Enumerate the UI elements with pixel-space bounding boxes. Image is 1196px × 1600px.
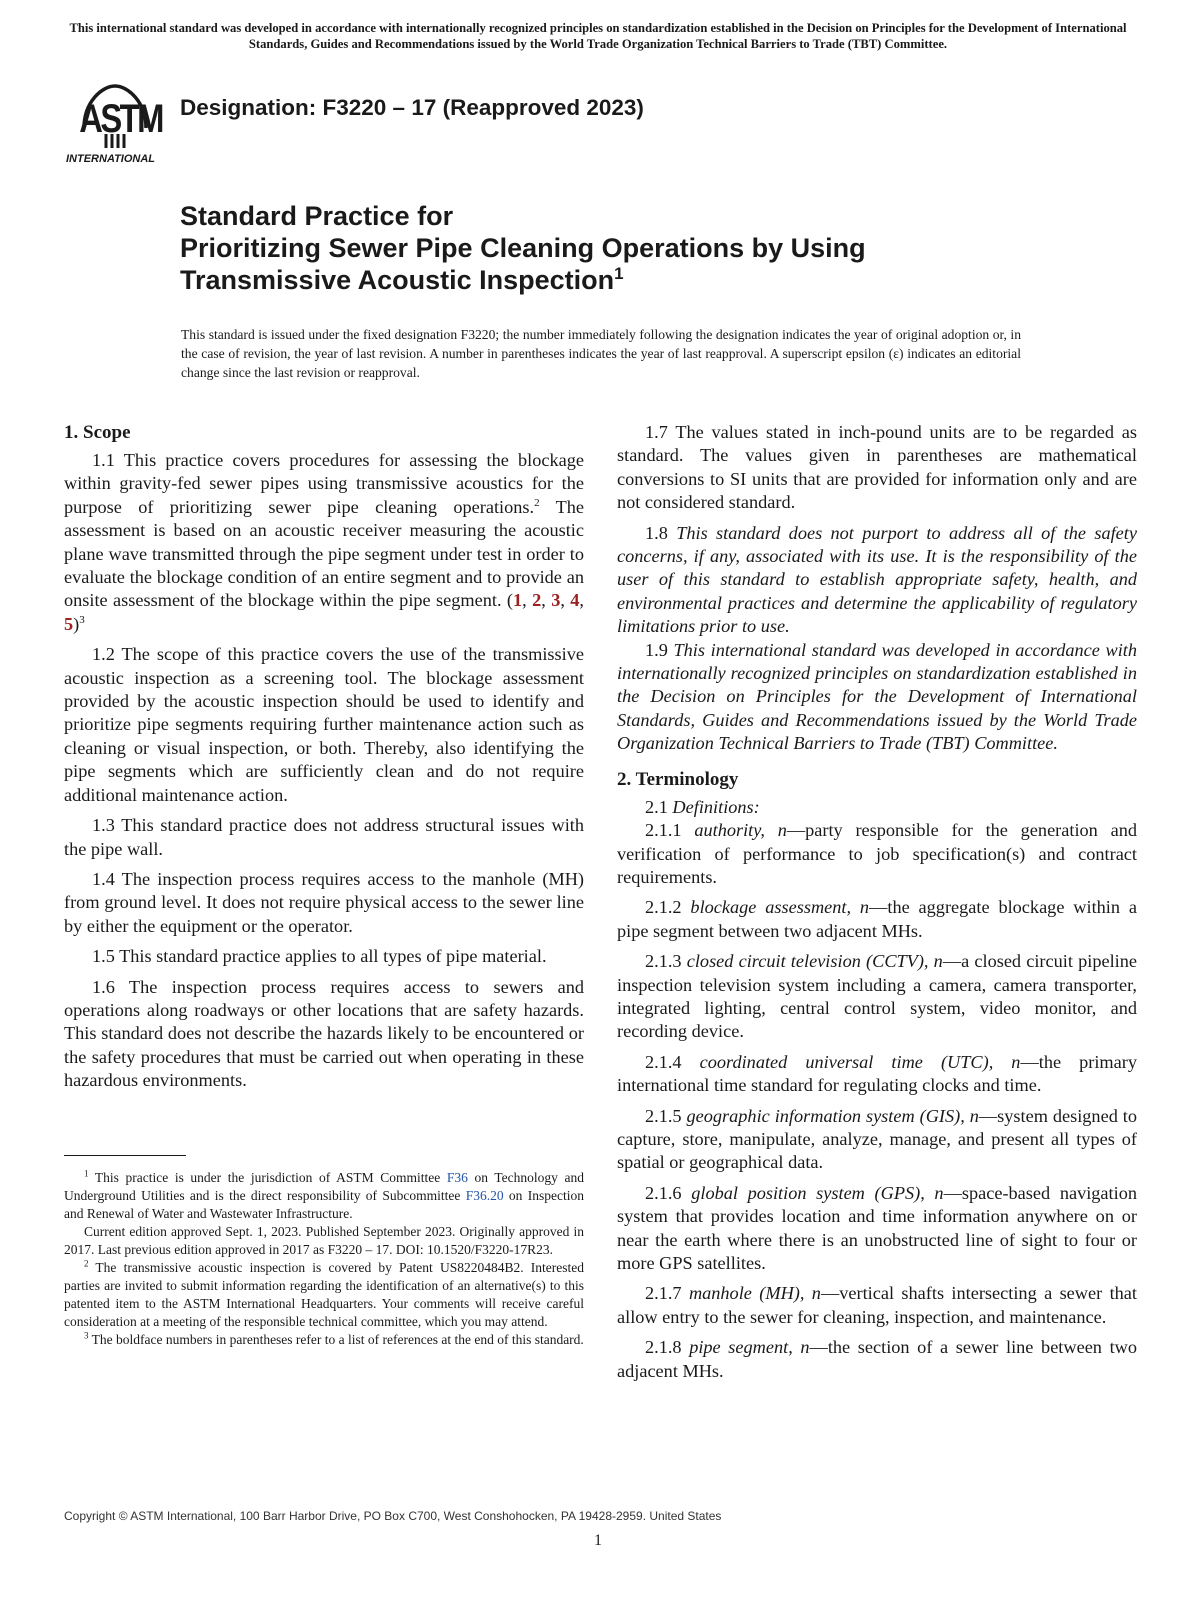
designation: Designation: F3220 – 17 (Reapproved 2023)	[180, 95, 644, 120]
definition-term: manhole (MH), n	[688, 1283, 821, 1304]
astm-logo	[62, 80, 168, 166]
footnote-1-mark: 1	[84, 1168, 89, 1179]
footnote-1-text-b: on Technology and Underground Utilities and is the direct responsibility of Subcommittee	[64, 1170, 584, 1203]
definition-text: —the section of a sewer line between two adjacent MHs.	[617, 1337, 1137, 1381]
section-1-9-text: This international standard was developed in accordance with internationally recognized principles on standardization established in the Decision on Principles for the Development of International Standards, Guides and Recommendations issued by the World Trade Organization Technical Barriers to Trade (TBT) Committee.	[617, 639, 1138, 754]
reference-link-5[interactable]: 5	[64, 613, 74, 634]
footnote-2	[64, 1259, 584, 1331]
definition-text: —the aggregate blockage within a pipe segment between two adjacent MHs.	[617, 897, 1137, 941]
definition-text: —vertical shafts intersecting a sewer that allow entry to the sewer for cleaning, inspection, and maintenance.	[617, 1283, 1137, 1327]
definition-term: coordinated universal time (UTC), n	[699, 1051, 1021, 1072]
subcommittee-link[interactable]: F36.20	[465, 1188, 504, 1203]
copyright-footer: Copyright © ASTM International, 100 Barr Harbor Drive, PO Box C700, West Conshohocken, PA 19428-2959. United States	[64, 1509, 722, 1523]
section-1-9	[617, 639, 1137, 756]
definition-number: 2.1.6	[645, 1182, 692, 1203]
definition-number: 2.1.1	[645, 820, 695, 841]
definition-item	[617, 896, 1137, 943]
definition-number: 2.1.3	[645, 951, 687, 972]
definition-text: —space-based navigation system that provides location and time information anywhere on or near the earth where there is an unobstructed line of sight to four or more GPS satellites.	[617, 1182, 1137, 1273]
section-1-1-text-b: The assessment is based on an acoustic receiver measuring the acoustic plane wave transmitted through the pipe segment under test in order to evaluate the blockage condition of an entire segment and to provide an onsite assessment of the blockage within the pipe segment. (	[64, 496, 584, 611]
section-1-3: 1.3 This standard practice does not address structural issues with the pipe wall.	[64, 815, 584, 859]
footnotes	[64, 1169, 584, 1349]
section-1-8-text: This standard does not purport to address all of the safety concerns, if any, associated with its use. It is the responsibility of the user of this standard to establish appropriate safety, health, and environmental practices and determine the applicability of regulatory limitations prior to use.	[617, 522, 1137, 637]
footnote-divider	[64, 1155, 186, 1156]
logo-subtitle: INTERNATIONAL	[66, 153, 156, 165]
definition-text: —a closed circuit pipeline inspection television system including a camera, camera transporter, integrated lighting, central control system, video monitor, and recording device.	[617, 951, 1137, 1042]
scope-heading: 1. Scope	[64, 422, 131, 443]
definition-item	[617, 950, 1137, 1044]
section-1-9-number: 1.9	[645, 639, 674, 660]
definition-term: global position system (GPS), n	[691, 1182, 944, 1203]
footnote-2-mark: 2	[84, 1258, 89, 1269]
definition-term: authority, n	[694, 820, 787, 841]
document-title	[180, 200, 1060, 296]
footnote-1	[64, 1169, 584, 1223]
definition-term: pipe segment, n	[689, 1337, 810, 1358]
definition-number: 2.1.4	[645, 1051, 700, 1072]
reference-link-2[interactable]: 2	[532, 590, 542, 611]
footnote-1-edition: Current edition approved Sept. 1, 2023. Published September 2023. Originally approved in 2017. Last previous edition approved in 2017 as F3220 – 17. DOI: 10.1520/F3220-17R23.	[64, 1224, 584, 1257]
title-line-3	[180, 264, 1060, 296]
definition-item	[617, 819, 1137, 889]
astm-logo-graphic	[62, 80, 168, 166]
section-1-1-text-c: )	[73, 613, 80, 634]
section-1-5: 1.5 This standard practice applies to all types of pipe material.	[92, 946, 547, 967]
section-1-6: 1.6 The inspection process requires access to sewers and operations along roadways or other locations that are safety hazards. This standard does not describe the hazards likely to be encountered or the safety procedures that must be carried out when operating in these hazardous environments.	[64, 976, 584, 1091]
international-standard-notice: This international standard was developed in accordance with internationally recognized principles on standardization established in the Decision on Principles for the Development of International Standards, Guides and Recommendations issued by the World Trade Organization Technical Barriers to Trade (TBT) Committee.	[69, 21, 1127, 51]
right-column	[617, 421, 1137, 1390]
section-2-1	[617, 796, 1137, 819]
title-line-1: Standard Practice for	[180, 201, 454, 231]
footnote-3-text: The boldface numbers in parentheses refer to a list of references at the end of this standard.	[88, 1332, 584, 1347]
definition-number: 2.1.2	[645, 897, 691, 918]
footnote-1-text-a: This practice is under the jurisdiction of ASTM Committee	[88, 1170, 447, 1185]
definition-number: 2.1.7	[645, 1283, 689, 1304]
footnote-1-text-c: on Inspection and Renewal of Water and Wastewater Infrastructure.	[64, 1188, 584, 1221]
section-1-1-text-a: 1.1 This practice covers procedures for assessing the blockage within gravity-fed sewer pipes using transmissive acoustics for the purpose of prioritizing sewer pipe cleaning operations.	[64, 450, 584, 517]
section-1-8	[617, 522, 1137, 639]
footnote-3-mark: 3	[84, 1330, 89, 1341]
definition-item	[617, 1336, 1137, 1383]
footnote-ref-3[interactable]: 3	[79, 613, 85, 626]
definition-term: blockage assessment, n	[690, 897, 870, 918]
footnote-2-text: The transmissive acoustic inspection is covered by Patent US8220484B2. Interested parties are invited to submit information regarding the identification of an alternative(s) to this patented item to the ASTM International Headquarters. Your comments will receive careful consideration at a meeting of the responsible technical committee, which you may attend.	[64, 1260, 584, 1329]
footnote-ref-2[interactable]: 2	[534, 496, 540, 509]
section-1-2: 1.2 The scope of this practice covers the use of the transmissive acoustic inspection as a screening tool. The blockage assessment provided by the acoustic inspection should be used to identify and prioritize pipe segments requiring further maintenance action such as cleaning or visual inspection, or both. Thereby, also identifying the pipe segments which are sufficiently clean and do not require additional maintenance action.	[64, 644, 584, 805]
definition-text: —the primary international time standard for regulating clocks and time.	[617, 1051, 1137, 1096]
title-footnote-mark: 1	[614, 264, 624, 283]
definition-number: 2.1.8	[645, 1337, 690, 1358]
section-1-4: 1.4 The inspection process requires access to the manhole (MH) from ground level. It does not require physical access to the sewer line by either the equipment or the operator.	[64, 868, 584, 936]
definition-text: —system designed to capture, store, manipulate, analyze, manage, and present all types of spatial or geographical data.	[617, 1105, 1137, 1173]
section-2-1-number: 2.1	[645, 796, 673, 817]
section-1-8-number: 1.8	[645, 522, 677, 543]
definition-text: —party responsible for the generation and verification of performance to job specification(s) and contract requirements.	[617, 820, 1137, 887]
section-2-1-text: Definitions:	[672, 796, 760, 817]
reference-link-4[interactable]: 4	[570, 590, 580, 611]
footnote-3	[64, 1331, 584, 1349]
committee-link[interactable]: F36	[446, 1170, 468, 1185]
definition-item	[617, 1105, 1137, 1175]
section-1-7: 1.7 The values stated in inch-pound units are to be regarded as standard. The values given in parentheses are mathematical conversions to SI units that are provided for information only and are not considered standard.	[617, 422, 1137, 513]
definition-number: 2.1.5	[645, 1105, 687, 1126]
section-1-1: 1.1 This practice covers procedures for assessing the blockage within gravity-fed sewer pipes using transmissive acoustics for the purpose of prioritizing sewer pipe cleaning operations.$^2$ The assessment is based on an acoustic receiver measuring the acoustic plane wave transmitted through the pipe segment under test in order to evaluate the blockage condition of an entire segment and to provide an onsite assessment of the blockage within the pipe segment. (1, 2, 3, 4, 5)$^3$	[64, 450, 584, 634]
terminology-heading: 2. Terminology	[617, 768, 739, 790]
definition-item	[617, 1051, 1137, 1098]
definition-term: closed circuit television (CCTV), n	[686, 951, 943, 972]
issued-note: This standard is issued under the fixed designation F3220; the number immediately following the designation indicates the year of original adoption or, in the case of revision, the year of last revision. A number in parentheses indicates the year of last reapproval. A superscript epsilon (ε) indicates an editorial change since the last revision or reapproval.	[181, 327, 1021, 380]
definition-term: geographic information system (GIS), n	[686, 1105, 979, 1126]
definition-item	[617, 1282, 1137, 1329]
reference-link-3[interactable]: 3	[551, 590, 561, 611]
title-line-2: Prioritizing Sewer Pipe Cleaning Operations by Using	[180, 233, 866, 263]
reference-link-1[interactable]: 1	[513, 590, 523, 611]
left-column	[64, 421, 584, 1100]
page-number: 1	[594, 1532, 602, 1549]
svg-text:ASTM: ASTM	[79, 95, 165, 141]
title-line-3-text: Transmissive Acoustic Inspection	[180, 265, 615, 295]
definition-item	[617, 1182, 1137, 1276]
